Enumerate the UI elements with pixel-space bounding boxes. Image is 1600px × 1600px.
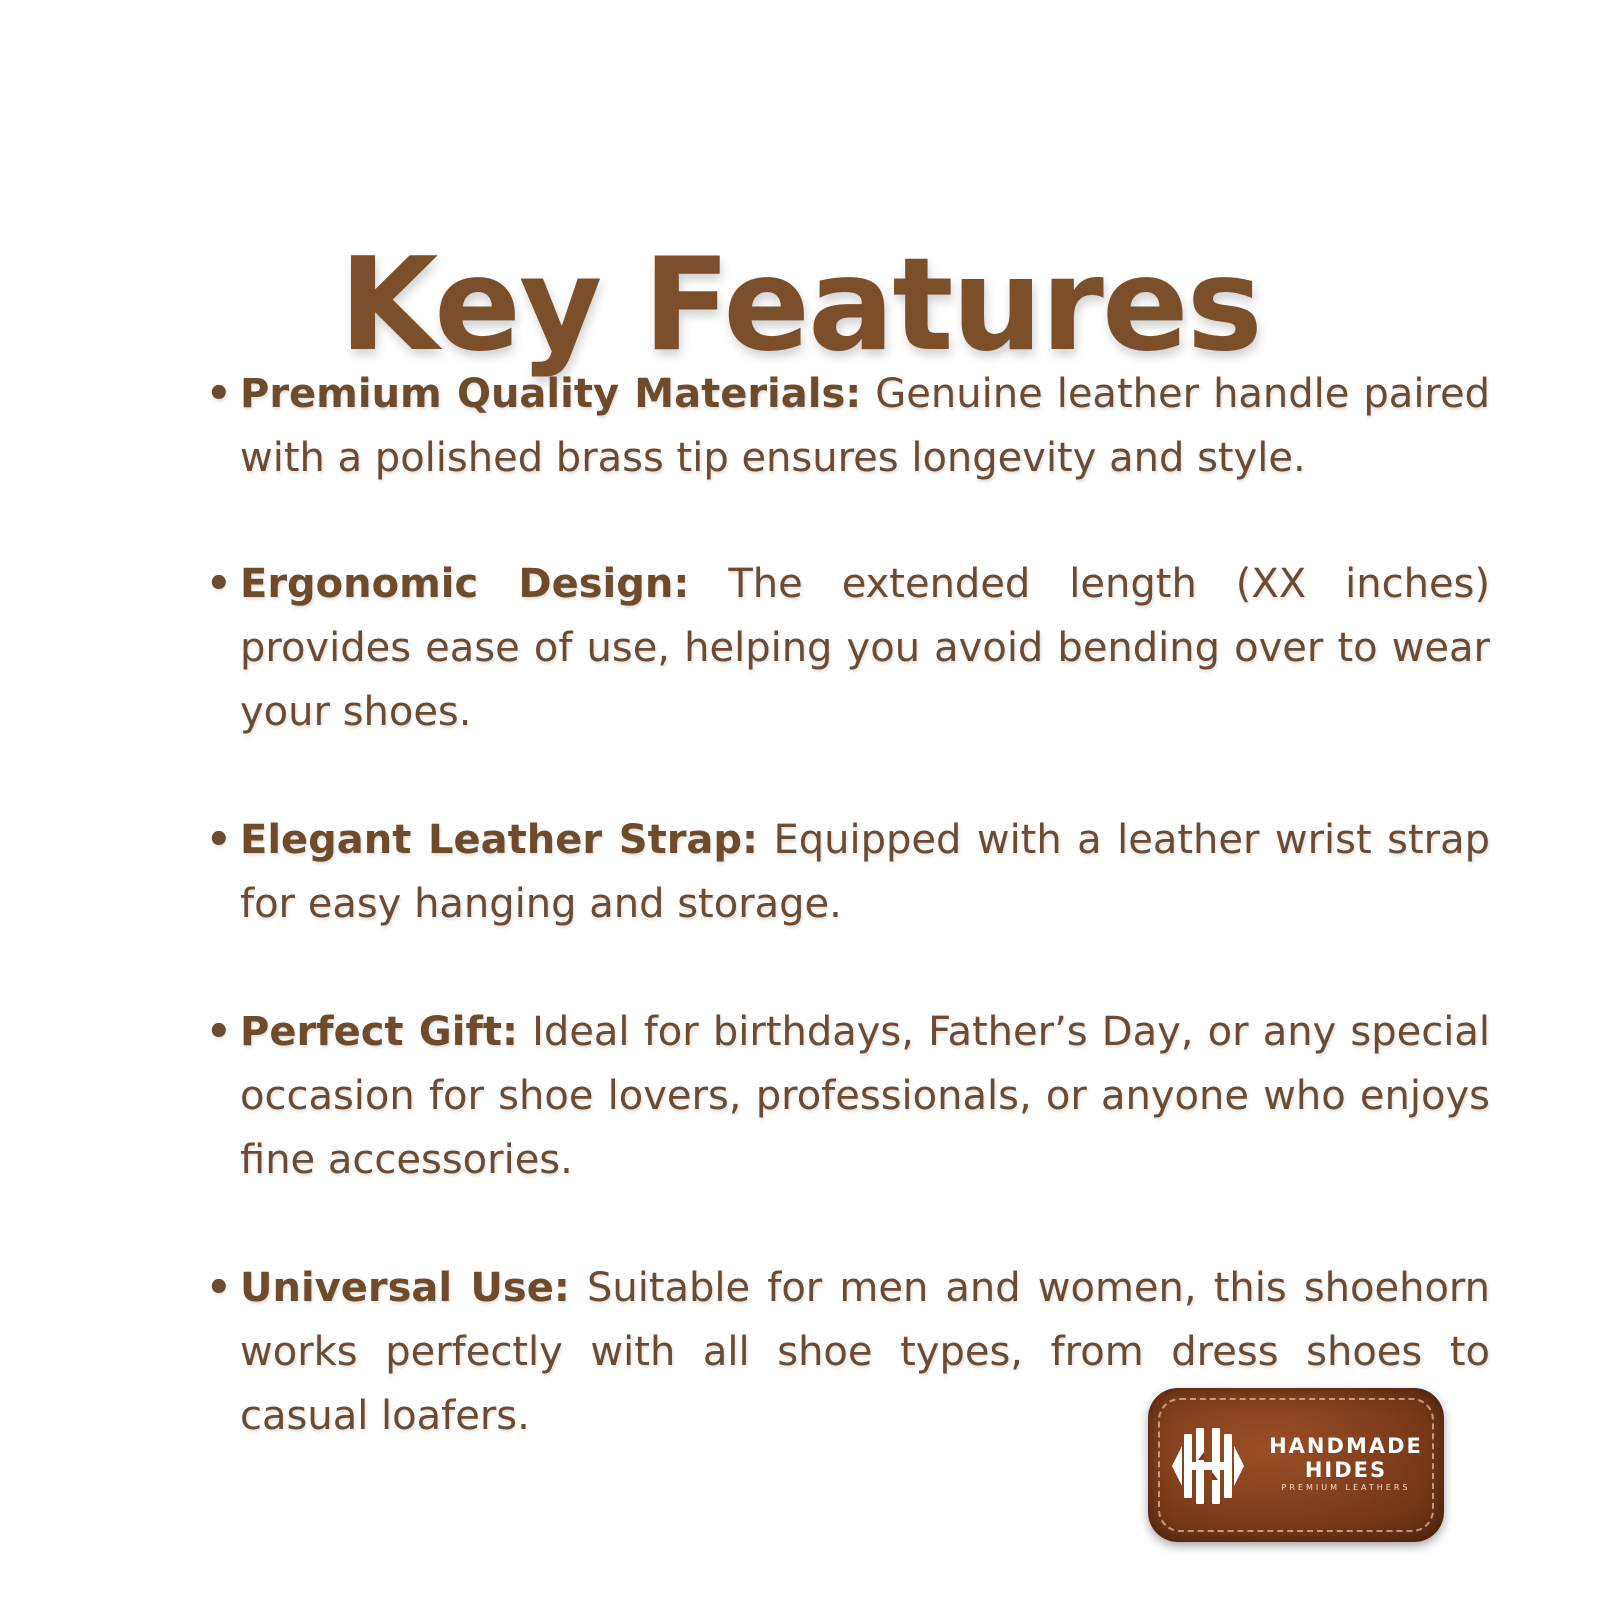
feature-text: The extended length (XX inches) provides ease of use, helping you avoid bending over to wear your shoes. xyxy=(240,561,1491,735)
feature-item-premium-quality xyxy=(200,362,1490,490)
bullet-icon: • xyxy=(206,1009,232,1055)
feature-label: Perfect Gift: xyxy=(240,1009,518,1055)
feature-label: Ergonomic Design: xyxy=(240,561,690,607)
feature-text: Genuine leather handle paired with a polished brass tip ensures longevity and style. xyxy=(240,371,1490,481)
brand-logo-badge xyxy=(1148,1388,1444,1542)
feature-text: Ideal for birthdays, Father’s Day, or any special occasion for shoe lovers, professionals, or anyone who enjoys fine accessories. xyxy=(240,1009,1490,1183)
bullet-icon: • xyxy=(206,561,232,607)
feature-label: Universal Use: xyxy=(240,1265,570,1311)
bullet-icon: • xyxy=(206,1265,232,1311)
bullet-icon: • xyxy=(206,371,232,417)
feature-label: Elegant Leather Strap: xyxy=(240,817,759,863)
badge-tagline: PREMIUM LEATHERS xyxy=(1281,1483,1411,1492)
badge-wordmark xyxy=(1258,1434,1434,1494)
feature-item-perfect-gift xyxy=(200,1000,1490,1192)
feature-item-ergonomic-design xyxy=(200,552,1490,744)
feature-label: Premium Quality Materials: xyxy=(240,371,862,417)
feature-text: Equipped with a leather wrist strap for easy hanging and storage. xyxy=(240,817,1490,927)
badge-brand-line1: HANDMADE xyxy=(1269,1434,1423,1458)
brand-monogram-icon xyxy=(1168,1424,1248,1508)
feature-item-elegant-strap xyxy=(200,808,1490,936)
badge-brand-line2: HIDES xyxy=(1304,1458,1388,1482)
feature-text: Suitable for men and women, this shoehorn works perfectly with all shoe types, from dress shoes to casual loafers. xyxy=(240,1265,1491,1439)
page-title: Key Features xyxy=(339,230,1261,380)
bullet-icon: • xyxy=(206,817,232,863)
